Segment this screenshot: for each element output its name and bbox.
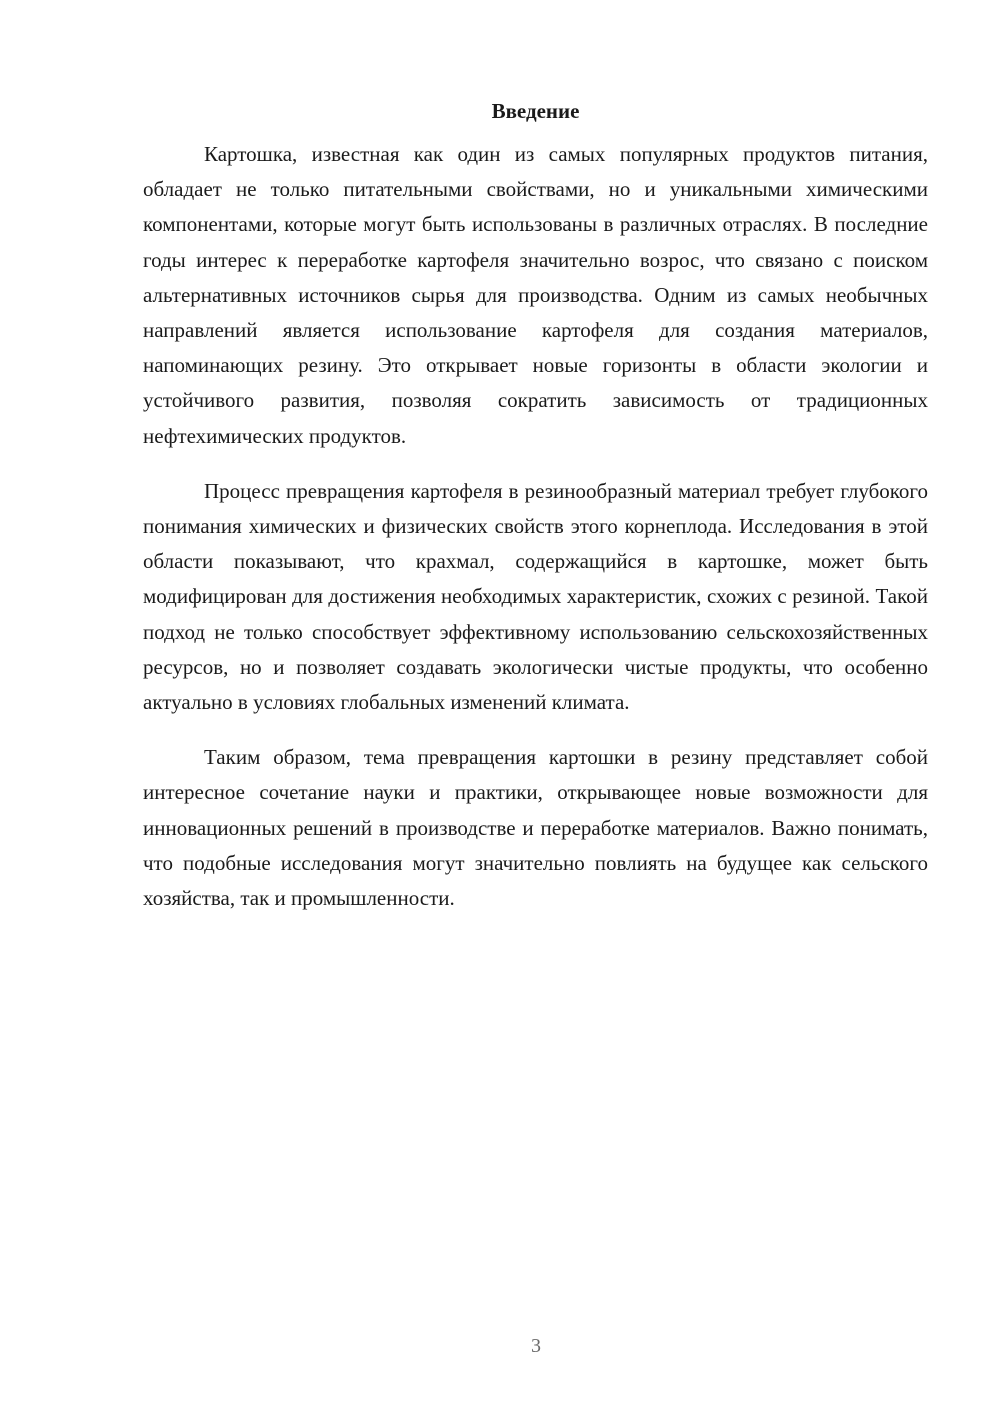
page-number: 3 <box>531 1335 541 1357</box>
page-content <box>143 97 928 936</box>
paragraph-2: Процесс превращения картофеля в резинообразный материал требует глубокого понимания химических и физических свойств этого корнеплода. Исследования в этой области показывают, что крахмал, содержащийся в картошке, может быть модифицирован для достижения необходимых характеристик, схожих с резиной. Такой подход не только способствует эффективному использованию сельскохозяйственных ресурсов, но и позволяет создавать экологически чистые продукты, что особенно актуально в условиях глобальных изменений климата. <box>143 478 928 715</box>
paragraph-1: Картошка, известная как один из самых популярных продуктов питания, обладает не только питательными свойствами, но и уникальными химическими компонентами, которые могут быть использованы в различных отраслях. В последние годы интерес к переработке картофеля значительно возрос, что связано с поиском альтернативных источников сырья для производства. Одним из самых необычных направлений является использование картофеля для создания материалов, напоминающих резину. Это открывает новые горизонты в области экологии и устойчивого развития, позволяя сократить зависимость от традиционных нефтехимических продуктов. <box>143 142 928 448</box>
section-title: Введение <box>491 99 580 123</box>
paragraph-3: Таким образом, тема превращения картошки в резину представляет собой интересное сочетание науки и практики, открывающее новые возможности для инновационных решений в производстве и переработке материалов. Важно понимать, что подобные исследования могут значительно повлиять на будущее как сельского хозяйства, так и промышленности. <box>143 745 928 911</box>
